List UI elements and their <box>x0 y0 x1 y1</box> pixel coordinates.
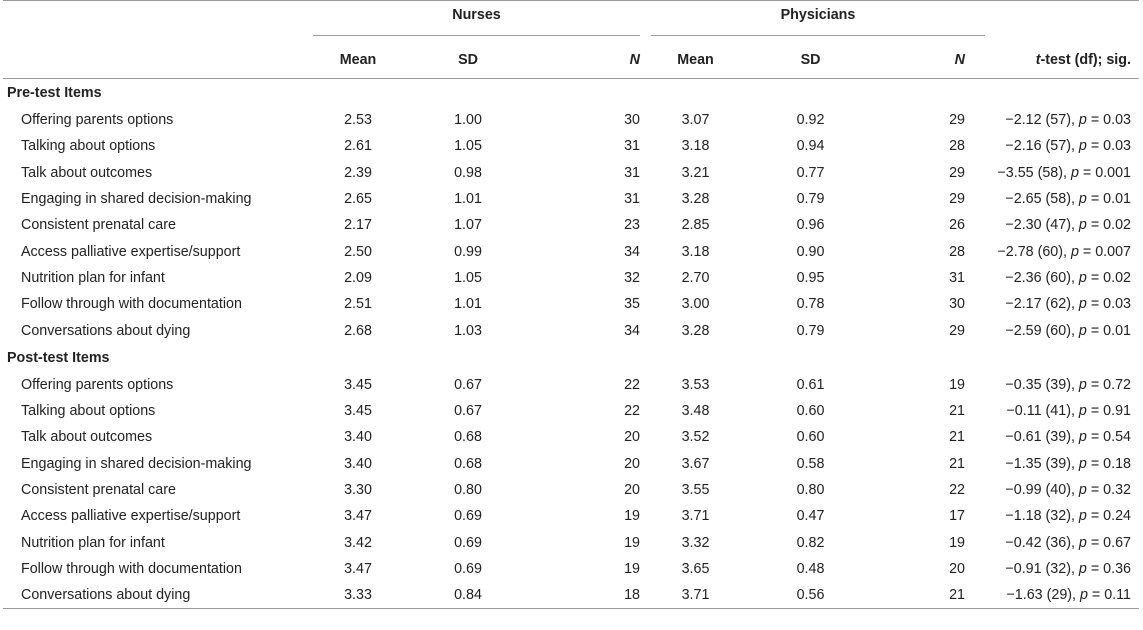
ttest-cell <box>973 212 1139 238</box>
ttest-cell <box>973 291 1139 317</box>
table-row <box>3 238 1139 264</box>
col-ttest <box>973 41 1139 79</box>
ttest-value: −0.42 (36), <box>1005 534 1079 551</box>
group-nurses <box>303 1 648 41</box>
physicians-sd-cell: 0.80 <box>796 482 825 498</box>
section-header-row <box>3 79 1139 108</box>
section-header-row <box>3 344 1139 372</box>
p-symbol: p <box>1078 112 1087 129</box>
p-symbol: p <box>1078 429 1087 446</box>
p-symbol: p <box>1070 243 1079 260</box>
nurses-sd-cell: 0.68 <box>454 429 482 446</box>
table-row <box>3 582 1139 609</box>
ttest-value: −0.91 (32), <box>1005 560 1079 577</box>
ttest-value: −2.16 (57), <box>1005 138 1079 155</box>
physicians-mean-cell: 3.00 <box>681 296 710 313</box>
item-label: Follow through with documentation <box>21 560 242 577</box>
nurses-mean-cell: 2.51 <box>344 296 372 313</box>
physicians-mean-cell: 3.53 <box>681 376 710 393</box>
column-header-row <box>3 41 1139 79</box>
table-row <box>3 424 1139 450</box>
nurses-sd-cell: 1.00 <box>454 112 482 129</box>
p-value: = 0.54 <box>1086 429 1131 446</box>
p-value: = 0.18 <box>1086 455 1131 472</box>
physicians-mean-cell: 3.18 <box>681 243 710 260</box>
physicians-n-cell: 31 <box>949 269 965 286</box>
item-label: Conversations about dying <box>3 582 303 609</box>
physicians-n-cell: 29 <box>949 191 965 208</box>
table-row <box>3 265 1139 291</box>
ttest-value: −0.11 (41), <box>1006 403 1079 420</box>
p-value: = 0.01 <box>1086 322 1131 339</box>
nurses-n-cell: 18 <box>523 582 648 609</box>
p-symbol: p <box>1078 191 1087 208</box>
item-label: Consistent prenatal care <box>21 217 176 234</box>
p-value: = 0.03 <box>1086 112 1131 129</box>
ttest-value: −1.35 (39), <box>1005 455 1079 472</box>
nurses-n-cell: 19 <box>624 508 640 525</box>
p-value: = 0.007 <box>1078 243 1131 260</box>
physicians-mean-cell: 3.71 <box>681 508 710 525</box>
physicians-sd-cell: 0.92 <box>796 112 825 129</box>
item-label: Nutrition plan for infant <box>21 534 165 551</box>
ttest-value: −0.35 (39), <box>1005 376 1079 393</box>
nurses-n-cell: 32 <box>624 269 640 286</box>
nurses-mean-cell: 3.42 <box>344 534 372 551</box>
p-value: = 0.02 <box>1086 269 1131 286</box>
nurses-sd-cell: 0.67 <box>454 403 482 420</box>
ttest-cell <box>973 133 1139 159</box>
nurses-n-cell: 34 <box>624 322 640 339</box>
table-row <box>3 160 1139 186</box>
nurses-n-cell: 34 <box>624 243 640 260</box>
physicians-n-cell: 29 <box>949 322 965 339</box>
physicians-mean-cell: 3.55 <box>681 482 710 498</box>
physicians-mean-cell: 3.18 <box>681 138 710 155</box>
p-symbol: p <box>1078 534 1087 551</box>
nurses-n-cell: 35 <box>624 296 640 313</box>
ttest-cell <box>973 503 1139 529</box>
col-nurses-n: N <box>523 41 648 79</box>
nurses-mean-cell: 2.17 <box>344 217 372 234</box>
nurses-n-cell: 19 <box>624 560 640 577</box>
physicians-sd-cell: 0.94 <box>796 138 825 155</box>
table-row <box>3 212 1139 238</box>
ttest-cell <box>973 372 1139 398</box>
physicians-mean-cell: 3.28 <box>681 191 710 208</box>
item-label: Engaging in shared decision-making <box>21 455 252 472</box>
ttest-cell <box>973 556 1139 582</box>
ttest-value: −2.65 (58), <box>1005 191 1079 208</box>
nurses-n-cell: 20 <box>624 482 640 498</box>
physicians-sd-cell: 0.96 <box>796 217 825 234</box>
physicians-sd-cell: 0.47 <box>796 508 825 525</box>
ttest-value: −2.78 (60), <box>997 243 1071 260</box>
nurses-n-cell: 22 <box>624 403 640 420</box>
physicians-mean-cell: 2.85 <box>681 217 710 234</box>
table-row <box>3 372 1139 398</box>
physicians-mean-cell: 3.48 <box>681 403 710 420</box>
nurses-n-cell: 20 <box>624 455 640 472</box>
physicians-n-cell: 21 <box>949 455 965 472</box>
p-symbol: p <box>1078 269 1087 286</box>
item-label: Access palliative expertise/support <box>21 243 241 260</box>
nurses-sd-cell: 0.98 <box>454 164 482 181</box>
item-label: Access palliative expertise/support <box>21 508 241 525</box>
p-symbol: p <box>1078 560 1087 577</box>
p-value: = 0.001 <box>1078 164 1131 181</box>
physicians-sd-cell: 0.79 <box>796 191 825 208</box>
p-symbol: p <box>1078 322 1087 339</box>
physicians-mean-cell: 3.67 <box>681 455 710 472</box>
p-value: = 0.32 <box>1086 482 1131 498</box>
physicians-sd-cell: 0.95 <box>796 269 825 286</box>
nurses-n-cell: 31 <box>624 191 640 208</box>
nurses-sd-cell: 1.01 <box>454 296 482 313</box>
nurses-sd-cell: 1.05 <box>454 138 482 155</box>
col-ttest-t: t <box>1035 51 1041 68</box>
nurses-mean-cell: 3.47 <box>344 560 372 577</box>
nurses-sd-cell: 0.69 <box>454 534 482 551</box>
section-title: Pre-test Items <box>7 85 102 101</box>
ttest-value: −1.18 (32), <box>1005 508 1079 525</box>
nurses-sd-cell: 0.84 <box>413 582 523 609</box>
nurses-mean-cell: 3.40 <box>344 455 372 472</box>
p-value: = 0.03 <box>1086 296 1131 313</box>
p-value: = 0.91 <box>1086 403 1131 420</box>
p-value: = 0.03 <box>1086 138 1131 155</box>
physicians-sd-cell: 0.90 <box>796 243 825 260</box>
nurses-sd-cell: 0.69 <box>454 560 482 577</box>
table-row <box>3 107 1139 133</box>
section-title: Post-test Items <box>7 349 110 366</box>
table-row <box>3 398 1139 424</box>
ttest-cell <box>973 160 1139 186</box>
ttest-cell <box>973 238 1139 264</box>
physicians-sd-cell: 0.60 <box>796 403 825 420</box>
header-blank-right <box>973 1 1139 41</box>
physicians-mean-cell: 3.52 <box>681 429 710 446</box>
col-nurses-sd: SD <box>413 41 523 79</box>
col-physicians-mean: Mean <box>648 41 743 79</box>
physicians-mean-cell: 3.21 <box>681 164 710 181</box>
nurses-mean-cell: 2.39 <box>344 164 372 181</box>
physicians-sd-cell: 0.61 <box>796 376 825 393</box>
table-row <box>3 133 1139 159</box>
ttest-value: −0.61 (39), <box>1005 429 1079 446</box>
p-symbol: p <box>1078 455 1087 472</box>
table-row <box>3 556 1139 582</box>
p-symbol: p <box>1079 587 1088 604</box>
p-symbol: p <box>1078 217 1087 234</box>
physicians-sd-cell: 0.78 <box>796 296 825 313</box>
ttest-cell <box>973 317 1139 343</box>
nurses-sd-cell: 0.99 <box>454 243 482 260</box>
physicians-n-cell: 28 <box>949 243 965 260</box>
nurses-mean-cell: 3.47 <box>344 508 372 525</box>
physicians-mean-cell: 3.65 <box>681 560 710 577</box>
ttest-cell <box>973 529 1139 555</box>
ttest-value: −2.59 (60), <box>1005 322 1079 339</box>
nurses-mean-cell: 2.65 <box>344 191 372 208</box>
nurses-n-cell: 20 <box>624 429 640 446</box>
col-physicians-sd: SD <box>743 41 878 79</box>
physicians-mean-cell: 3.32 <box>681 534 710 551</box>
table-row <box>3 186 1139 212</box>
nurses-mean-cell: 3.45 <box>344 376 372 393</box>
p-symbol: p <box>1078 138 1087 155</box>
ttest-value: −0.99 (40), <box>1005 482 1079 498</box>
nurses-mean-cell: 2.50 <box>344 243 372 260</box>
nurses-sd-cell: 1.01 <box>454 191 482 208</box>
nurses-n-cell: 22 <box>624 376 640 393</box>
p-symbol: p <box>1078 376 1087 393</box>
nurses-mean-cell: 2.61 <box>344 138 372 155</box>
p-value: = 0.67 <box>1086 534 1131 551</box>
p-symbol: p <box>1078 296 1087 313</box>
ttest-cell <box>973 398 1139 424</box>
p-value: = 0.24 <box>1086 508 1131 525</box>
header-blank <box>3 1 303 41</box>
group-nurses-label: Nurses <box>313 7 640 36</box>
ttest-value: −2.12 (57), <box>1005 112 1079 129</box>
physicians-n-cell: 26 <box>949 217 965 234</box>
table-row <box>3 503 1139 529</box>
physicians-n-cell: 19 <box>949 534 965 551</box>
nurses-sd-cell: 0.67 <box>454 376 482 393</box>
physicians-n-cell: 22 <box>949 482 965 498</box>
table-row <box>3 529 1139 555</box>
physicians-n-cell: 29 <box>949 112 965 129</box>
ttest-cell <box>973 107 1139 133</box>
item-label: Follow through with documentation <box>21 296 242 313</box>
ttest-value: −2.36 (60), <box>1005 269 1079 286</box>
nurses-sd-cell: 0.68 <box>454 455 482 472</box>
nurses-mean-cell: 2.09 <box>344 269 372 286</box>
physicians-sd-cell: 0.77 <box>796 164 825 181</box>
nurses-mean-cell: 2.68 <box>344 322 372 339</box>
p-value: = 0.72 <box>1086 376 1131 393</box>
ttest-value: −3.55 (58), <box>997 164 1071 181</box>
physicians-sd-cell: 0.48 <box>796 560 825 577</box>
p-value: = 0.02 <box>1086 217 1131 234</box>
group-header-row <box>3 1 1139 41</box>
nurses-sd-cell: 0.80 <box>454 482 482 498</box>
p-value: = 0.01 <box>1086 191 1131 208</box>
nurses-n-cell: 23 <box>624 217 640 234</box>
physicians-sd-cell: 0.58 <box>796 455 825 472</box>
item-label: Talk about outcomes <box>21 164 153 181</box>
physicians-sd-cell: 0.79 <box>796 322 825 339</box>
physicians-sd-cell: 0.56 <box>743 582 878 609</box>
nurses-sd-cell: 1.07 <box>454 217 482 234</box>
p-symbol: p <box>1070 164 1079 181</box>
physicians-mean-cell: 3.71 <box>648 582 743 609</box>
ttest-value: −1.63 (29), <box>1006 587 1080 604</box>
col-ttest-rest: -test (df); sig. <box>1040 51 1131 68</box>
nurses-n-cell: 19 <box>624 534 640 551</box>
nurses-sd-cell: 1.05 <box>454 269 482 286</box>
nurses-mean-cell: 2.53 <box>344 112 372 129</box>
p-value: = 0.36 <box>1086 560 1131 577</box>
item-label: Talk about outcomes <box>21 429 153 446</box>
col-physicians-n: N <box>878 41 973 79</box>
table-row <box>3 477 1139 503</box>
ttest-cell <box>973 424 1139 450</box>
physicians-n-cell: 21 <box>949 429 965 446</box>
nurses-n-cell: 31 <box>624 164 640 181</box>
nurses-mean-cell: 3.30 <box>344 482 372 498</box>
col-item <box>3 41 303 79</box>
physicians-n-cell: 28 <box>949 138 965 155</box>
physicians-mean-cell: 3.07 <box>681 112 710 129</box>
physicians-n-cell: 21 <box>949 403 965 420</box>
ttest-cell <box>973 582 1139 609</box>
physicians-n-cell: 20 <box>949 560 965 577</box>
physicians-mean-cell: 3.28 <box>681 322 710 339</box>
ttest-cell <box>973 477 1139 503</box>
ttest-value: −2.30 (47), <box>1005 217 1079 234</box>
item-label: Offering parents options <box>21 376 174 393</box>
group-physicians-label: Physicians <box>651 7 985 36</box>
p-value: = 0.11 <box>1087 587 1131 604</box>
item-label: Talking about options <box>21 403 156 420</box>
physicians-n-cell: 30 <box>949 296 965 313</box>
physicians-mean-cell: 2.70 <box>681 269 710 286</box>
ttest-cell <box>973 451 1139 477</box>
ttest-value: −2.17 (62), <box>1005 296 1079 313</box>
p-symbol: p <box>1078 508 1087 525</box>
item-label: Offering parents options <box>21 112 174 129</box>
results-table <box>3 0 1139 609</box>
physicians-sd-cell: 0.82 <box>796 534 825 551</box>
ttest-cell <box>973 186 1139 212</box>
nurses-mean-cell: 3.33 <box>303 582 413 609</box>
ttest-cell <box>973 265 1139 291</box>
table-row <box>3 291 1139 317</box>
p-symbol: p <box>1078 403 1087 420</box>
physicians-n-cell: 21 <box>878 582 973 609</box>
table-row <box>3 317 1139 343</box>
item-label: Conversations about dying <box>21 322 191 339</box>
item-label: Nutrition plan for infant <box>21 269 165 286</box>
table-row <box>3 451 1139 477</box>
nurses-sd-cell: 0.69 <box>454 508 482 525</box>
col-nurses-mean: Mean <box>303 41 413 79</box>
p-symbol: p <box>1078 482 1087 498</box>
nurses-mean-cell: 3.45 <box>344 403 372 420</box>
physicians-n-cell: 29 <box>949 164 965 181</box>
item-label: Engaging in shared decision-making <box>21 191 252 208</box>
nurses-mean-cell: 3.40 <box>344 429 372 446</box>
physicians-n-cell: 17 <box>949 508 965 525</box>
item-label: Consistent prenatal care <box>21 482 176 498</box>
nurses-sd-cell: 1.03 <box>454 322 482 339</box>
nurses-n-cell: 30 <box>624 112 640 129</box>
group-physicians <box>743 1 973 41</box>
physicians-sd-cell: 0.60 <box>796 429 825 446</box>
physicians-n-cell: 19 <box>949 376 965 393</box>
item-label: Talking about options <box>21 138 156 155</box>
table-body <box>3 79 1139 609</box>
nurses-n-cell: 31 <box>624 138 640 155</box>
